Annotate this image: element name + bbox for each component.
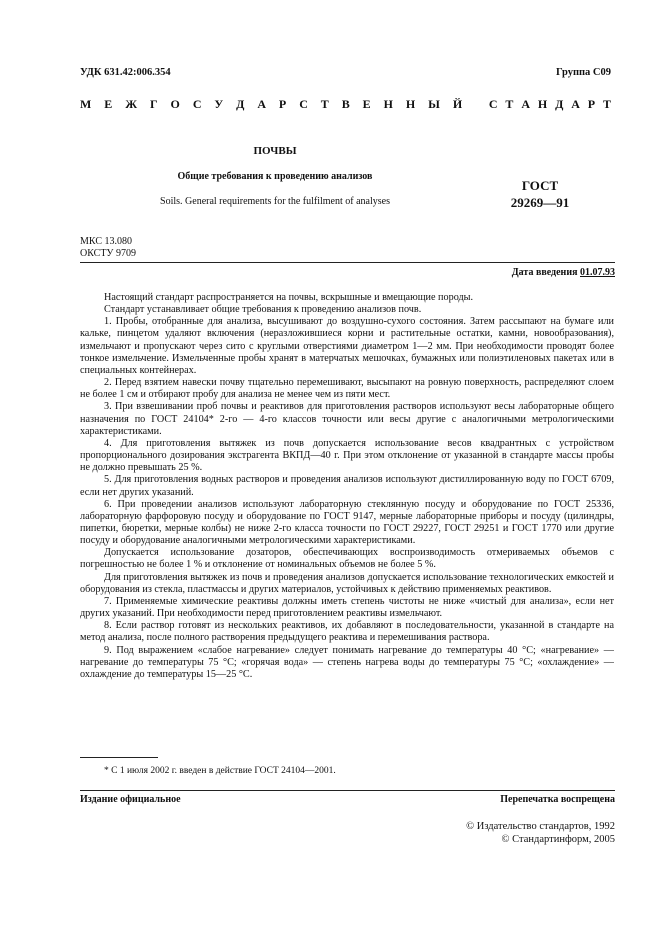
paragraph: 3. При взвешивании проб почвы и реактивов для приготовления растворов используют весы лабораторные общего назначения по ГОСТ 24104* 2-го — 4-го классов точности или весы другие с аналогичными метрологическими характеристиками. <box>80 401 614 437</box>
udk-code: УДК 631.42:006.354 <box>80 67 171 78</box>
interstate-banner-word: С Т А Н Д А Р Т <box>488 97 611 111</box>
paragraph: 1. Пробы, отобранные для анализа, высушивают до воздушно-сухого состояния. Затем рассыпают на бумаге или кальке, пинцетом удаляют включения (неразложившиеся корни и растительные остатки, камни, новообразования), измельчают и пропускают через сито с круглыми отверстиями диаметром 1—2 мм. При необходимости проводят более тонкое измельчение. Измельченные пробы хранят в матерчатых мешочках, бумажных или полиэтиленовых пакетах или в специальных контейнерах. <box>80 316 614 376</box>
paragraph: Допускается использование дозаторов, обеспечивающих воспроизводимость отмериваемых объемов с погрешностью не более 1 % и отклонение от номинальных объемов не более 5 %. <box>80 547 614 571</box>
footer-divider <box>80 790 615 791</box>
copyright-line: © Издательство стандартов, 1992 <box>466 821 615 832</box>
paragraph: Настоящий стандарт распространяется на почвы, вскрышные и вмещающие породы. <box>104 292 474 303</box>
paragraph: Для приготовления вытяжек из почв и проведения анализов допускается использование технологических емкостей и оборудования из стекла, пластмассы и других материалов, устойчивых к действию применяемых реактивов. <box>80 571 614 595</box>
gost-number: 29269—91 <box>510 195 570 210</box>
interstate-standard-banner <box>80 97 611 112</box>
paragraph: 5. Для приготовления водных растворов и проведения анализов используют дистиллированную воду по ГОСТ 6709, если нет других указаний. <box>80 474 614 498</box>
official-edition: Издание официальное <box>80 794 181 805</box>
paragraph: 6. При проведении анализов используют лабораторную стеклянную посуду и оборудование по ГОСТ 25336, лабораторную фарфоровую посуду и оборудование по ГОСТ 9147, мерные лабораторные приборы и посуду (цилиндры, пипетки, бюретки, мерные колбы) не ниже 2-го класса точности по ГОСТ 29227, ГОСТ 29251 и ГОСТ 1770 или другие посуду и оборудование аналогичными метрологическими характеристиками. <box>80 498 614 547</box>
paragraph: 9. Под выражением «слабое нагревание» следует понимать нагревание до температуры 40 °С; «нагревание» — нагревание до температуры 75 °С; «горячая вода» — степень нагрева воды до температуры 75 °С; «охлаждение» — охлаждение до температуры 15—25 °С. <box>80 644 614 680</box>
paragraph: 8. Если раствор готовят из нескольких реактивов, их добавляют в последовательности, указанной в стандарте на метод анализа, после полного растворения предыдущего реактива и перемешивания раствора. <box>80 620 614 644</box>
footnote-divider <box>80 757 158 758</box>
copyright-line: © Стандартинформ, 2005 <box>501 834 615 845</box>
gost-label: ГОСТ <box>521 178 559 193</box>
reprint-prohibited: Перепечатка воспрещена <box>500 794 615 805</box>
document-title: ПОЧВЫ <box>253 145 297 157</box>
paragraph: Стандарт устанавливает общие требования к проведению анализов почв. <box>104 304 422 316</box>
introduction-date <box>512 267 615 278</box>
introduction-date-label: Дата введения <box>511 267 578 278</box>
interstate-banner-word: М Е Ж Г О С У Д А Р С Т В Е Н Н Ы Й <box>80 97 463 111</box>
group-code: Группа С09 <box>555 67 611 78</box>
gost-designation <box>480 177 600 211</box>
mks-code: МКС 13.080 <box>80 236 132 247</box>
paragraph: 7. Применяемые химические реактивы должны иметь степень чистоты не ниже «чистый для анализа», если нет других указаний. При необходимости перед приготовлением реактивы измельчают. <box>80 595 614 620</box>
title-block <box>90 145 460 207</box>
introduction-date-value: 01.07.93 <box>580 267 615 278</box>
paragraph: 4. Для приготовления вытяжек из почв допускается использование весов квадрантных с устройством пропорционального дозирования экстрагента ВКПД—40 г. При этом отклонение от указанной в стандарте массы пробы не должно превышать 25 %. <box>80 437 614 474</box>
document-subtitle: Общие требования к проведению анализов <box>177 171 373 182</box>
okstu-code: ОКСТУ 9709 <box>80 248 137 259</box>
footnote: * С 1 июля 2002 г. введен в действие ГОСТ 24104—2001. <box>104 766 336 776</box>
document-title-english: Soils. General requirements for the fulfilment of analyses <box>160 196 390 207</box>
classification-codes <box>80 236 136 260</box>
paragraph: 2. Перед взятием навески почву тщательно перемешивают, высыпают на ровную поверхность, распределяют слоем не более 1 см и отбирают пробу для анализа не менее чем из пяти мест. <box>80 377 614 401</box>
copyright-block <box>466 820 615 846</box>
header-divider <box>80 262 615 263</box>
document-body <box>80 292 614 681</box>
